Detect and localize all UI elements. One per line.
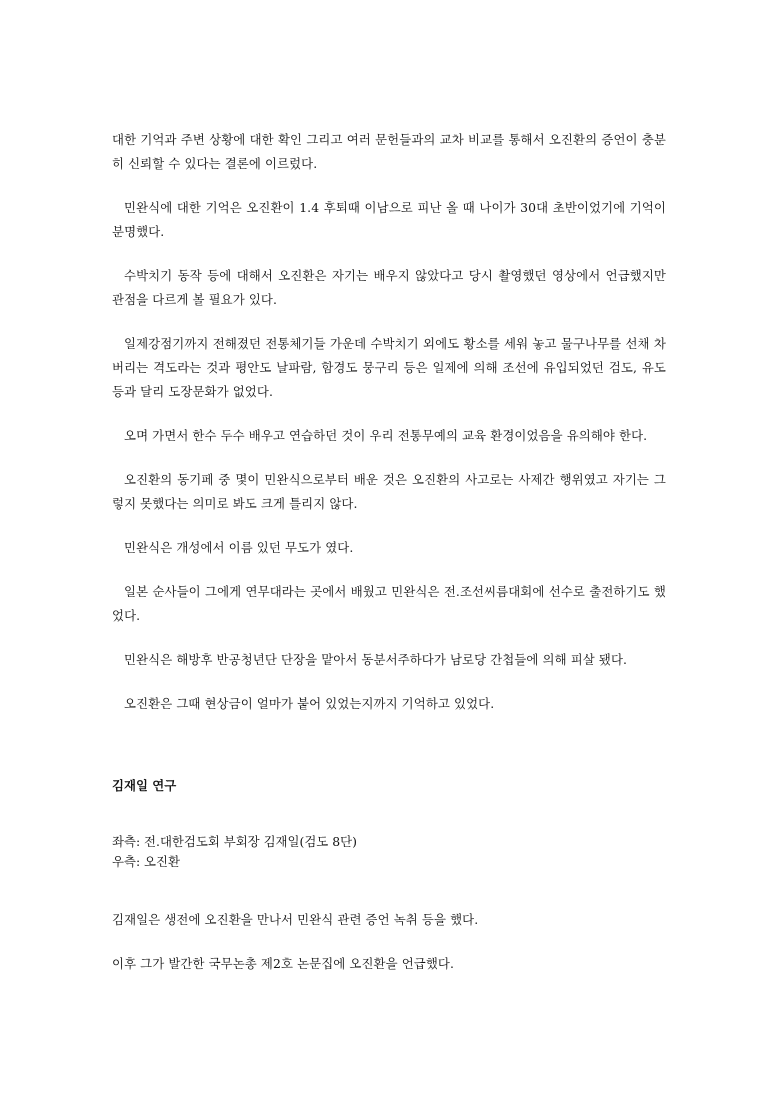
paragraph-1: 대한 기억과 주변 상황에 대한 확인 그리고 여러 문헌들과의 교차 비교를 통해서 오진환의 증언이 충분히 신뢰할 수 있다는 결론에 이르렀다. bbox=[112, 132, 666, 171]
paragraph-3: 수박치기 동작 등에 대해서 오진환은 자기는 배우지 않았다고 당시 촬영했던 영상에서 언급했지만 관점을 다르게 볼 필요가 있다. bbox=[112, 268, 666, 307]
paragraph-2: 민완식에 대한 기억은 오진환이 1.4 후퇴때 이남으로 피난 올 때 나이가 30대 초반이었기에 기억이 분명했다. bbox=[112, 200, 666, 239]
section-paragraph-1: 김재일은 생전에 오진환을 만나서 민완식 관련 증언 녹취 등을 했다. bbox=[112, 912, 479, 927]
paragraph-10: 오진환은 그때 현상금이 얼마가 붙어 있었는지까지 기억하고 있었다. bbox=[124, 696, 495, 711]
paragraph-9: 민완식은 해방후 반공청년단 단장을 맡아서 동분서주하다가 남로당 간첩들에 의해 피살 됐다. bbox=[124, 652, 628, 667]
caption-right: 우측: 오진환 bbox=[112, 854, 180, 869]
paragraph-7: 민완식은 개성에서 이름 있던 무도가 였다. bbox=[124, 540, 354, 555]
section-paragraph-2: 이후 그가 발간한 국무논총 제2호 논문집에 오진환을 언급했다. bbox=[112, 956, 455, 971]
section-body bbox=[112, 908, 666, 976]
photo-caption-block bbox=[112, 832, 666, 872]
section-title: 김재일 연구 bbox=[112, 778, 177, 793]
caption-left: 좌측: 전.대한검도회 부회장 김재일(검도 8단) bbox=[112, 834, 357, 849]
paragraph-5: 오며 가면서 한수 두수 배우고 연습하던 것이 우리 전통무예의 교육 환경이었음을 유의해야 한다. bbox=[124, 428, 648, 443]
paragraph-4: 일제강점기까지 전해졌던 전통체기들 가운데 수박치기 외에도 황소를 세워 놓고 물구나무를 선채 차 버리는 격도라는 것과 평안도 날파람, 함경도 뭉구리 등은 일제에 의해 조선에 유입되었던 검도, 유도 등과 달리 도장문화가 없었다. bbox=[112, 336, 666, 399]
paragraph-8: 일본 순사들이 그에게 연무대라는 곳에서 배웠고 민완식은 전.조선씨름대회에 선수로 출전하기도 했었다. bbox=[112, 584, 666, 623]
paragraph-6: 오진환의 동기페 중 몇이 민완식으로부터 배운 것은 오진환의 사고로는 사제간 행위였고 자기는 그렇지 못했다는 의미로 봐도 크게 틀리지 않다. bbox=[112, 472, 666, 511]
